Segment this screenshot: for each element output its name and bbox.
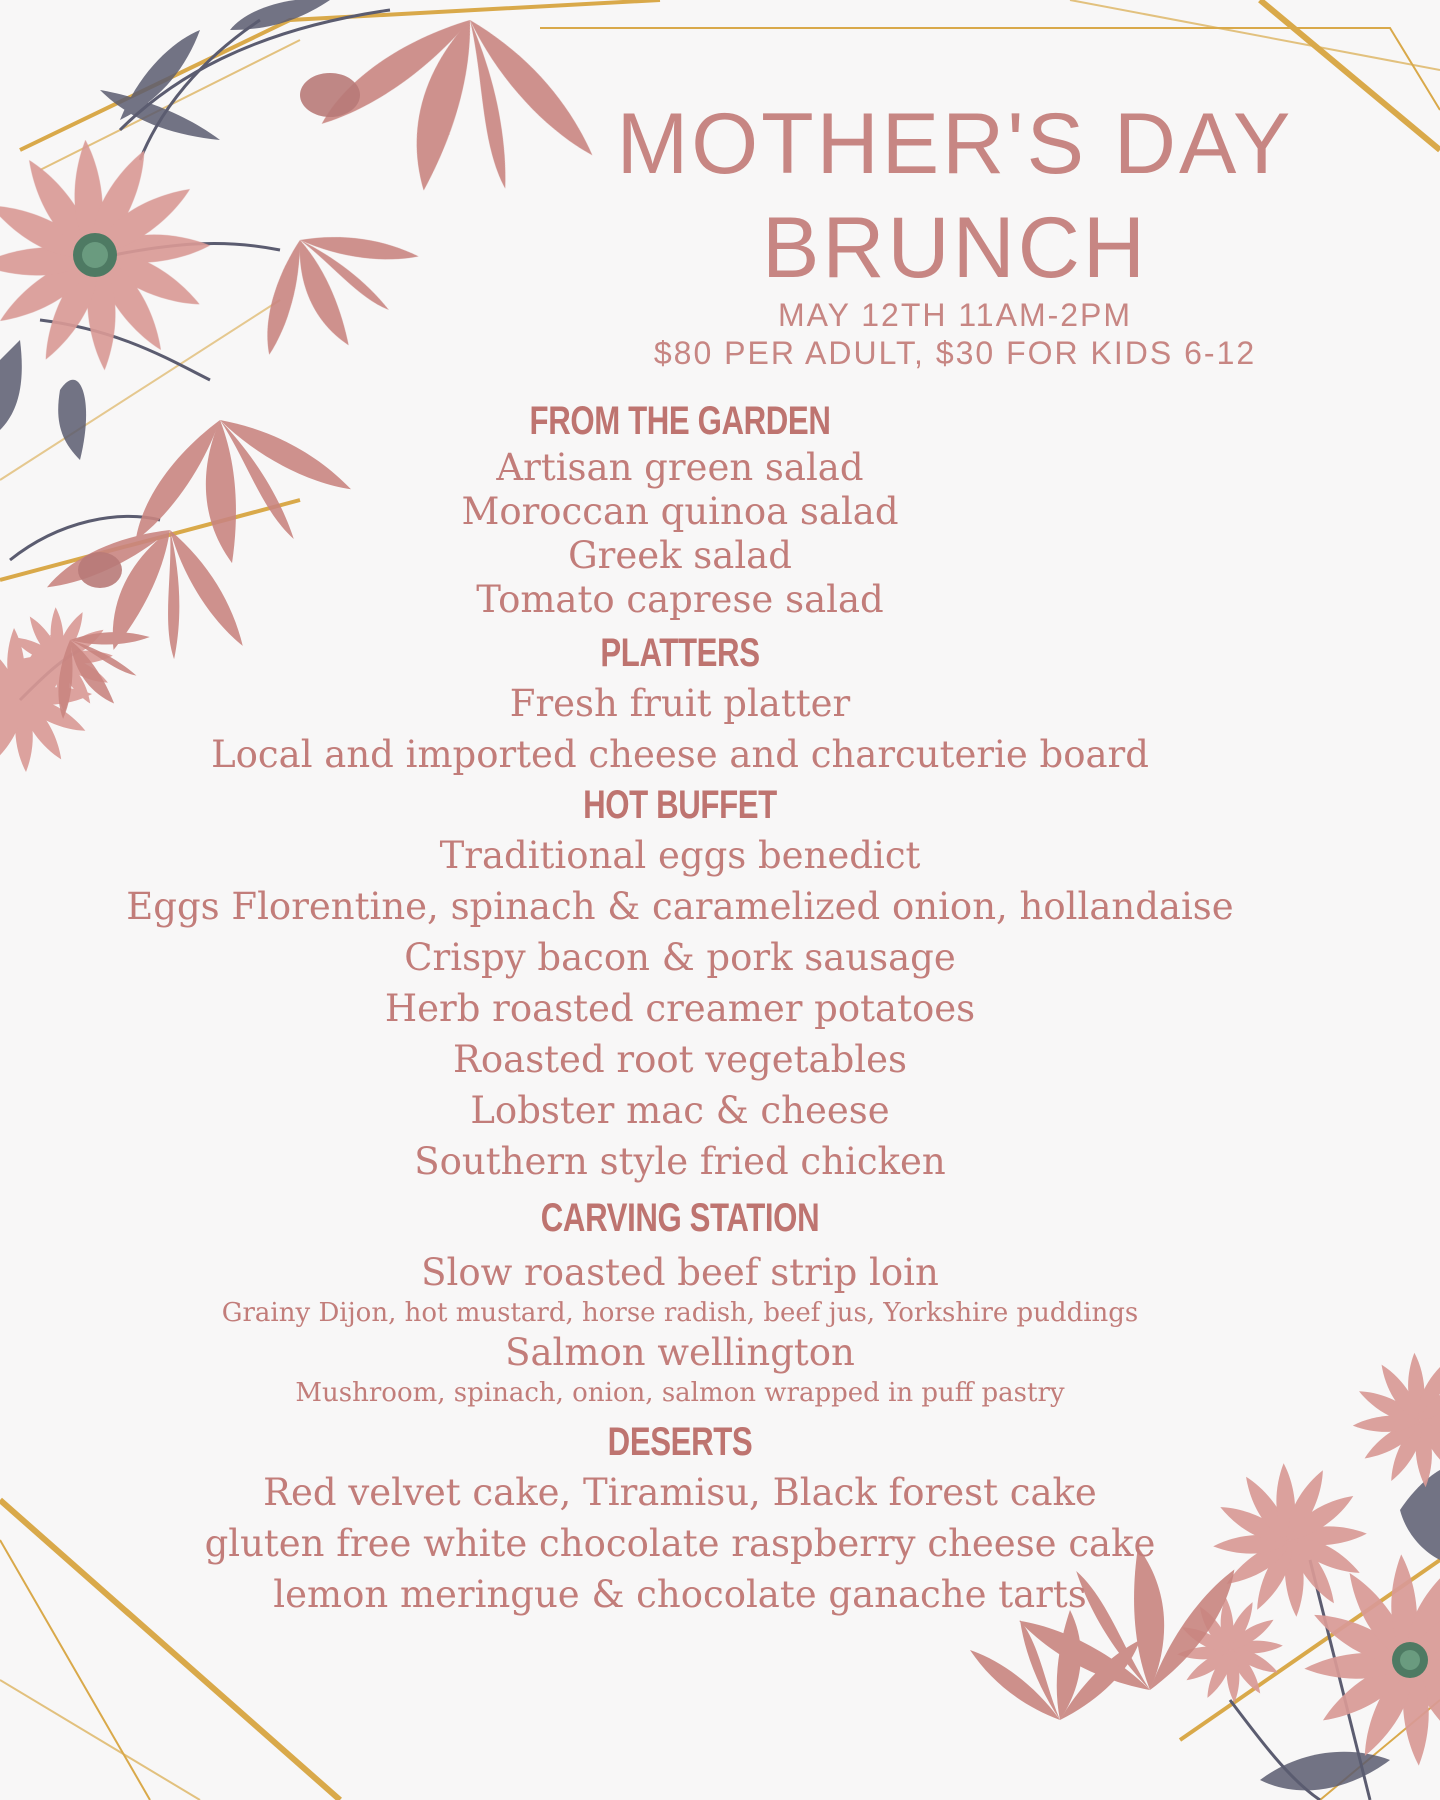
section-deserts [60, 1417, 1300, 1620]
section-heading: FROM THE GARDEN [529, 399, 831, 443]
event-details [540, 296, 1370, 372]
menu-item: Tomato caprese salad [476, 578, 884, 621]
menu-item: Local and imported cheese and charcuterie board [211, 733, 1149, 776]
section-heading: CARVING STATION [540, 1196, 820, 1240]
section-platters [60, 628, 1300, 780]
event-pricing: $80 PER ADULT, $30 FOR KIDS 6-12 [653, 335, 1257, 371]
menu-item: Red velvet cake, Tiramisu, Black forest cake [263, 1471, 1097, 1514]
section-from-the-garden [60, 396, 1300, 622]
menu-item: Eggs Florentine, spinach & caramelized onion, hollandaise [126, 885, 1234, 928]
section-hot-buffet [60, 780, 1300, 1187]
menu-item: gluten free white chocolate raspberry cheese cake [204, 1522, 1156, 1565]
menu-item: Traditional eggs benedict [439, 834, 921, 877]
menu-item: Roasted root vegetables [453, 1038, 907, 1081]
menu-item: Herb roasted creamer potatoes [384, 987, 976, 1030]
menu-item: Salmon wellington [505, 1331, 855, 1374]
section-heading: DESERTS [607, 1420, 753, 1464]
menu-item-detail: Mushroom, spinach, onion, salmon wrapped in puff pastry [295, 1378, 1065, 1408]
menu-item: Fresh fruit platter [509, 682, 851, 725]
menu-item: Slow roasted beef strip loin [421, 1251, 939, 1294]
menu-item: lemon meringue & chocolate ganache tarts [273, 1573, 1087, 1616]
section-carving-station [60, 1193, 1300, 1411]
menu-item: Crispy bacon & pork sausage [404, 936, 956, 979]
section-heading: HOT BUFFET [583, 783, 777, 827]
menu-item: Lobster mac & cheese [470, 1089, 890, 1132]
menu-item: Artisan green salad [496, 446, 864, 489]
title-line-1: MOTHER'S DAY [616, 96, 1294, 192]
menu-item: Greek salad [568, 534, 792, 577]
menu-item: Southern style fried chicken [414, 1140, 946, 1183]
section-heading: PLATTERS [600, 631, 760, 675]
event-date-time: MAY 12TH 11AM-2PM [777, 297, 1133, 333]
page-title [540, 92, 1370, 300]
menu-item-detail: Grainy Dijon, hot mustard, horse radish, beef jus, Yorkshire puddings [221, 1298, 1139, 1328]
menu-item: Moroccan quinoa salad [461, 490, 899, 533]
menu [60, 396, 1300, 1620]
title-line-2: BRUNCH [762, 200, 1148, 296]
